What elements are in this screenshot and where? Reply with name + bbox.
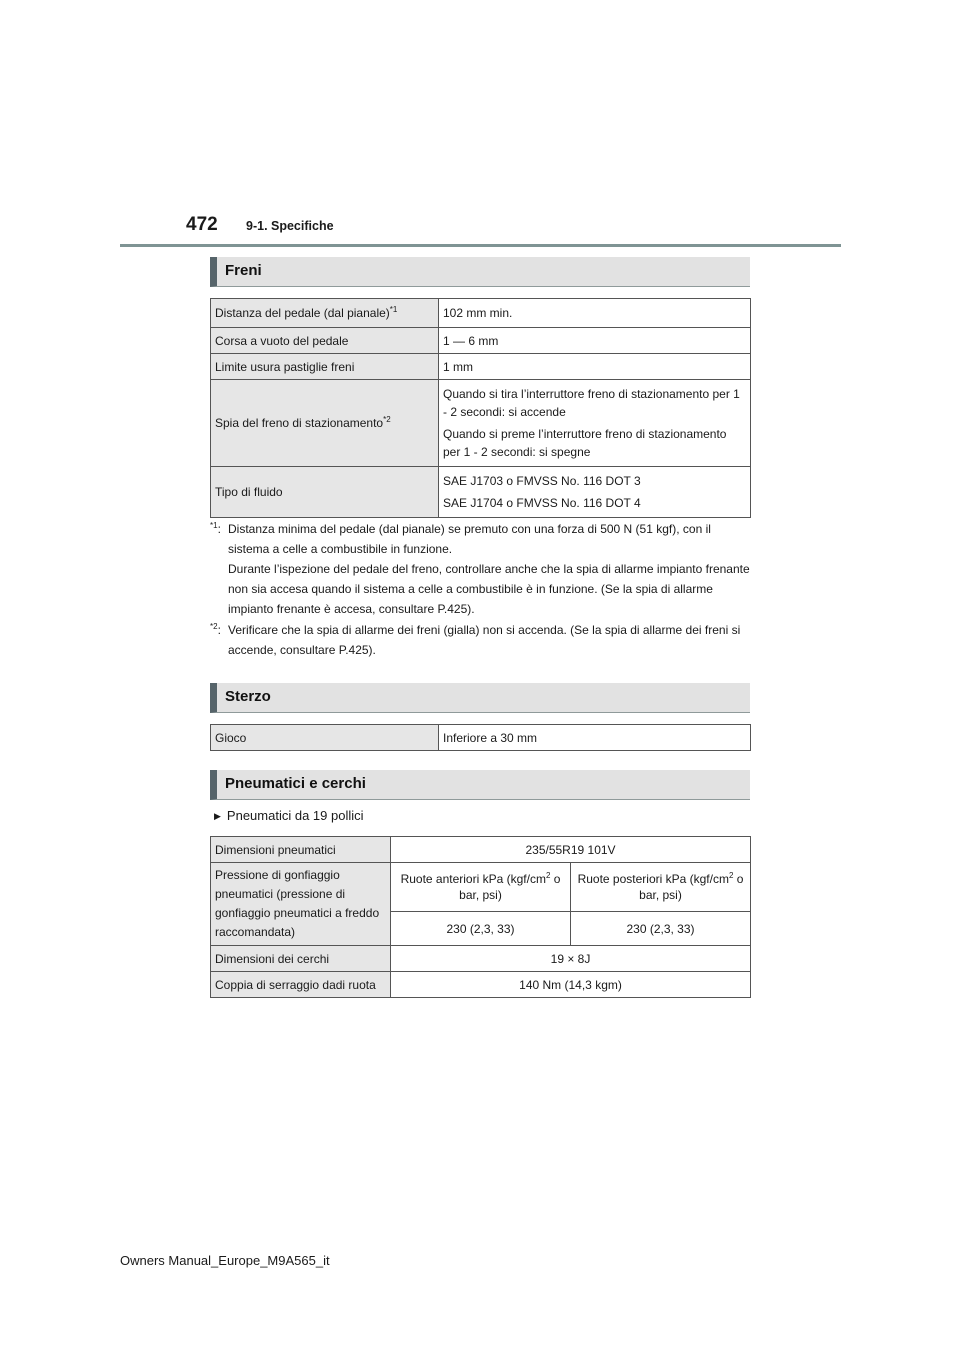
row-value: 1 mm xyxy=(439,354,751,380)
front-pressure-value: 230 (2,3, 33) xyxy=(391,912,571,946)
section-label: 9-1. Specifiche xyxy=(246,219,334,233)
footnote-text: Distanza minima del pedale (dal pianale) se premuto con una forza di 500 N (51 kgf), con il sistema a celle a combustibile in funzione. xyxy=(228,522,711,556)
rear-pressure-value: 230 (2,3, 33) xyxy=(571,912,751,946)
row-value: 140 Nm (14,3 kgm) xyxy=(391,972,751,998)
row-label: Spia del freno di stazionamento$^{*2}$ xyxy=(211,380,439,467)
front-pressure-header: Ruote anteriori kPa ($kgf/cm^2$ o bar, psi) xyxy=(391,863,571,912)
footnote: $^{*1}$: Distanza minima del pedale (dal pianale) se premuto con una forza di 500 N (51 kgf), con il sistema a celle a combustibile in funzione. Durante l’ispezione del pedale del freno, controllare anche che la spia di allarme impianto frenante non sia accesa quando il sistema a celle a combustibile è in funzione. (Se la spia di allarme impianto frenante è accesa, consultare P.425). xyxy=(210,519,750,619)
table-row xyxy=(211,946,751,972)
table-row xyxy=(211,299,751,328)
brakes-table xyxy=(210,298,751,518)
footnote-ref: *2 xyxy=(383,415,391,424)
section-heading-brakes xyxy=(210,257,750,287)
row-value: Inferiore a 30 mm xyxy=(439,725,751,751)
table-row xyxy=(211,972,751,998)
row-label: Dimensioni pneumatici xyxy=(211,837,391,863)
row-value: 102 mm min. xyxy=(439,299,751,328)
bullet-line: ▶ Pneumatici da 19 pollici xyxy=(214,808,364,823)
footer-text: Owners Manual_Europe_M9A565_it xyxy=(120,1253,330,1268)
row-label: Limite usura pastiglie freni xyxy=(211,354,439,380)
table-row xyxy=(211,725,751,751)
table-row xyxy=(211,467,751,518)
footnote-ref: *1 xyxy=(389,305,398,314)
section-heading-tires xyxy=(210,770,750,800)
row-value: Quando si tira l’interruttore freno di stazionamento per 1 - 2 secondi: si accende Quando si preme l’interruttore freno di stazionamento per 1 - 2 secondi: si spegne xyxy=(439,380,751,467)
row-value: 235/55R19 101V xyxy=(391,837,751,863)
table-row xyxy=(211,863,751,912)
row-label: Distanza del pedale (dal pianale)$^{*1}$ xyxy=(211,299,439,328)
row-label: Dimensioni dei cerchi xyxy=(211,946,391,972)
section-title: Pneumatici e cerchi xyxy=(225,775,366,792)
steering-table xyxy=(210,724,751,751)
section-heading-steering xyxy=(210,683,750,713)
tires-table xyxy=(210,836,751,998)
section-title: Sterzo xyxy=(225,688,271,705)
row-value: 19 × 8J xyxy=(391,946,751,972)
row-value: SAE J1703 o FMVSS No. 116 DOT 3 SAE J1704 o FMVSS No. 116 DOT 4 xyxy=(439,467,751,518)
row-label: Gioco xyxy=(211,725,439,751)
section-title: Freni xyxy=(225,262,262,279)
header-rule xyxy=(120,244,841,247)
row-label: Corsa a vuoto del pedale xyxy=(211,328,439,354)
row-label: Coppia di serraggio dadi ruota xyxy=(211,972,391,998)
table-row xyxy=(211,380,751,467)
table-row xyxy=(211,354,751,380)
footnote: $^{*2}$: Verificare che la spia di allarme dei freni (gialla) non si accenda. (Se la spia di allarme dei freni si accende, consultare P.425). xyxy=(210,620,750,660)
triangle-bullet-icon: ▶ xyxy=(214,811,221,821)
rear-pressure-header: Ruote posteriori kPa ($kgf/cm^2$ o bar, psi) xyxy=(571,863,751,912)
table-row xyxy=(211,837,751,863)
row-label: Tipo di fluido xyxy=(211,467,439,518)
row-label: Pressione di gonfiaggio pneumatici (pressione di gonfiaggio pneumatici a freddo raccomandata) xyxy=(211,863,391,946)
footnote-text: Verificare che la spia di allarme dei freni (gialla) non si accenda. (Se la spia di allarme dei freni si accende, consultare P.425). xyxy=(228,623,741,657)
footnote-text: Durante l’ispezione del pedale del freno, controllare anche che la spia di allarme impianto frenante non sia accesa quando il sistema a celle a combustibile è in funzione. (Se la spia di allarme impianto frenante è accesa, consultare P.425). xyxy=(228,562,750,616)
page-number: 472 xyxy=(186,214,218,235)
brakes-notes xyxy=(210,519,750,660)
row-value: 1 — 6 mm xyxy=(439,328,751,354)
table-row xyxy=(211,328,751,354)
